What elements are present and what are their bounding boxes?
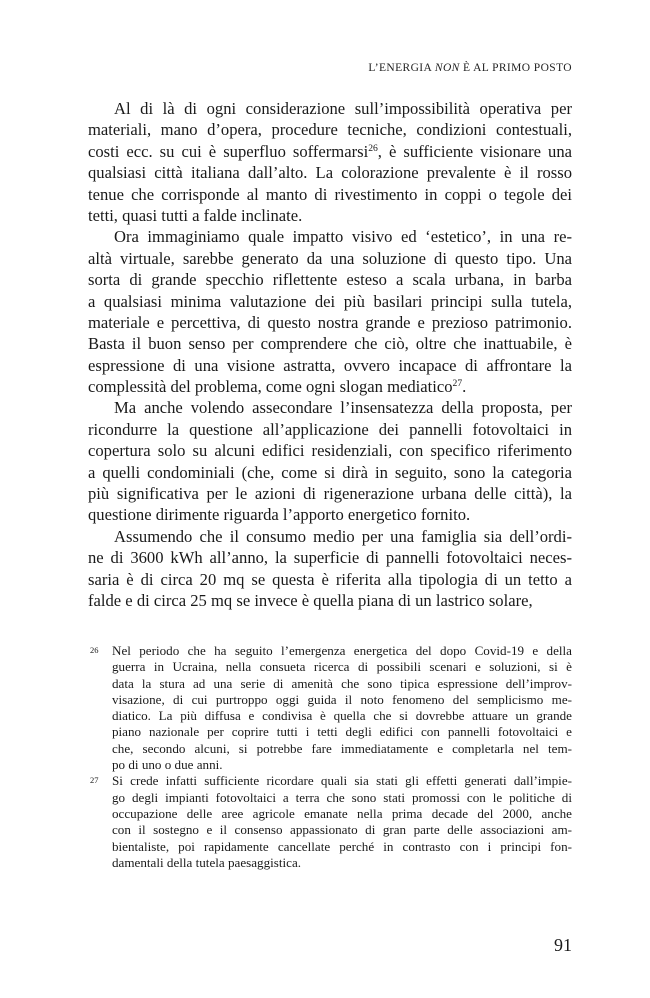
- text-line: altà virtuale, sarebbe generato da una soluzione di questo tipo. Una: [88, 248, 572, 268]
- footnote: [88, 773, 572, 871]
- text-line: sorta di grande specchio riflettente esteso a scala urbana, in barba: [88, 270, 572, 290]
- text-line: materiale e percettiva, di questo nostra grande e prezioso patrimonio.: [88, 312, 572, 332]
- footnotes: [88, 643, 572, 871]
- text-segment: , è sufficiente visionare una: [377, 141, 572, 161]
- footnote-line: go degli impianti fotovoltaici a terra che sono stati promossi con le politiche di: [112, 789, 572, 805]
- footnote-line: piano nazionale per coprire tutti i tetti degli edifici con pannelli fotovoltaici e: [112, 724, 572, 740]
- footnote-line: con il sostegno e il consenso appassionato di gran parte delle associazioni am-: [112, 822, 572, 838]
- text-line: materiali, mano d’opera, procedure tecniche, condizioni contestuali,: [88, 120, 572, 140]
- text-line: [88, 376, 572, 397]
- paragraph: [88, 98, 572, 226]
- text-line: più significativa per le azioni di rigenerazione urbana delle città), la: [88, 484, 572, 504]
- text-line: tetti, quasi tutti a falde inclinate.: [88, 205, 303, 225]
- text-line: ne di 3600 kWh all’anno, la superficie di pannelli fotovoltaici neces-: [88, 548, 572, 568]
- text-line: questione dirimente riguarda l’apporto energetico fornito.: [88, 505, 471, 525]
- text-line: copertura solo su alcuni edifici residenziali, con specifico riferimento: [88, 441, 572, 461]
- footnote-number: 26: [90, 645, 99, 655]
- text-line: espressione di una visione astratta, ovvero incapace di affrontare la: [88, 355, 572, 375]
- text-line: Al di là di ogni considerazione sull’impossibilità operativa per: [114, 99, 572, 118]
- text-line: a qualsiasi minima valutazione dei più basilari principi sulla tutela,: [88, 291, 572, 311]
- running-header-after: È AL PRIMO POSTO: [459, 62, 572, 74]
- text-line: [88, 141, 572, 162]
- footnote-line: po di uno o due anni.: [112, 757, 223, 773]
- text-segment: .: [462, 377, 467, 397]
- text-line: Ora immaginiamo quale impatto visivo ed ‘estetico’, in una re-: [114, 227, 572, 247]
- footnote-line: visazione, di cui purtroppo oggi guida il noto fenomeno del semplicismo me-: [112, 691, 572, 707]
- text-line: a quelli condominiali (che, come si dirà in seguito, sono la categoria: [88, 462, 572, 482]
- running-header-before: L’ENERGIA: [368, 62, 435, 74]
- footnote-line: che, secondo alcuni, si potrebbe fare immediatamente e completarla nel tem-: [112, 740, 572, 756]
- footnote: [88, 643, 572, 773]
- running-header: [368, 62, 572, 74]
- footnote-line: data la stura ad una serie di amenità che sono tipica espressione dell’improv-: [112, 675, 572, 691]
- footnote-number: 27: [90, 775, 99, 786]
- paragraph: [88, 226, 572, 397]
- text-line: tenue che corrisponde al manto di rivestimento in coppi o tegole dei: [88, 184, 572, 204]
- text-line: Ma anche volendo assecondare l’insensatezza della proposta, per: [114, 398, 572, 418]
- text-line: saria è di circa 20 mq se questa è riferita alla tipologia di un tetto a: [88, 569, 572, 589]
- footnote-reference[interactable]: 27: [452, 378, 463, 390]
- paragraph: [88, 397, 572, 525]
- text-line: qualsiasi città italiana dall’alto. La colorazione prevalente è il rosso: [88, 163, 572, 183]
- text-segment: complessità del problema, come ogni slogan mediatico: [88, 377, 453, 397]
- footnote-line: bientaliste, poi rapidamente cancellate perché in contrasto con i principi fon-: [112, 838, 572, 854]
- footnote-reference[interactable]: 26: [368, 143, 378, 155]
- footnote-line: damentali della tutela paesaggistica.: [112, 854, 302, 870]
- footnote-line: Nel periodo che ha seguito l’emergenza energetica del dopo Covid-19 e della: [112, 643, 572, 658]
- page-number: 91: [554, 935, 572, 955]
- footnote-line: diatico. La più diffusa e condivisa è quella che si dovrebbe attuare un grande: [112, 708, 572, 724]
- text-line: Basta il buon senso per comprendere che ciò, oltre che inattuabile, è: [88, 334, 572, 354]
- body-text: [88, 98, 572, 611]
- footnote-line: Si crede infatti sufficiente ricordare quali sia stati gli effetti generati dall’impie-: [112, 773, 572, 789]
- footnote-line: occupazione delle aree agricole emanate nella prima decade del 2000, anche: [112, 805, 572, 821]
- running-header-italic: NON: [434, 62, 460, 74]
- paragraph: [88, 526, 572, 612]
- text-line: Assumendo che il consumo medio per una famiglia sia dell’ordi-: [114, 526, 572, 546]
- text-line: falde e di circa 25 mq se invece è quella piana di un lastrico solare,: [88, 590, 533, 610]
- text-segment: costi ecc. su cui è superfluo soffermarsi: [88, 141, 369, 161]
- text-line: ricondurre la questione all’applicazione dei pannelli fotovoltaici in: [88, 419, 572, 439]
- footnote-line: guerra in Ucraina, nella consueta ricerca di possibili scenari e soluzioni, si è: [112, 659, 572, 675]
